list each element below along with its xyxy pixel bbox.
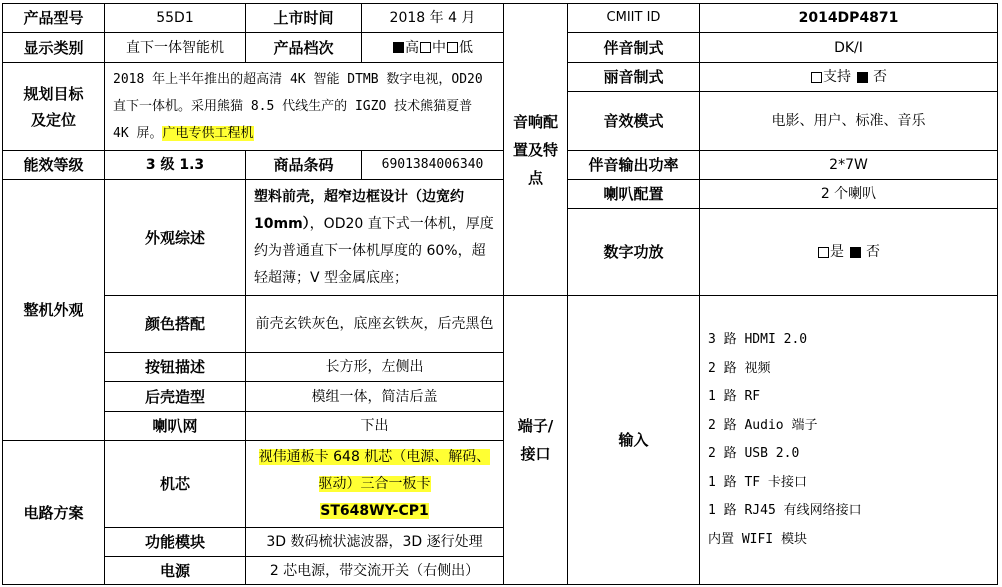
- button-value: 长方形，左侧出: [245, 352, 504, 382]
- effect-value: 电影、用户、标准、音乐: [699, 91, 998, 151]
- input-item: 1 路 TF 卡接口: [708, 474, 807, 490]
- speaker-value: 2 个喇叭: [699, 179, 998, 209]
- grille-value: 下出: [245, 411, 504, 441]
- grade-label: 产品档次: [245, 32, 362, 63]
- nicam-support-label: 支持: [823, 69, 852, 85]
- plan-label-line1: 规划目标: [23, 84, 84, 103]
- overview-bold: 塑料前壳，超窄边框设计（边宽约 10mm）: [254, 188, 464, 232]
- input-label: 输入: [567, 295, 700, 585]
- cmiit-label: CMIIT ID: [567, 3, 700, 33]
- audio-label: [503, 3, 568, 296]
- chip-model: ST648WY-CP1: [320, 502, 429, 519]
- plan-text: [104, 62, 504, 151]
- port-label: [503, 295, 568, 585]
- nicam-support-checkbox: [811, 72, 822, 83]
- input-item: 内置 WIFI 模块: [708, 531, 807, 547]
- amp-options: [699, 208, 998, 296]
- power-label: 电源: [104, 556, 246, 585]
- func-label: 功能模块: [104, 527, 246, 557]
- cmiit-value: 2014DP4871: [699, 3, 998, 33]
- rear-label: 后壳造型: [104, 381, 246, 412]
- grade-options: [361, 32, 504, 63]
- amp-label: 数字功放: [567, 208, 700, 296]
- display-value: 直下一体智能机: [104, 32, 246, 63]
- barcode-label: 商品条码: [245, 150, 362, 180]
- input-list: [699, 295, 998, 585]
- rear-value: 模组一体，简洁后盖: [245, 381, 504, 412]
- amp-no-label: 否: [865, 244, 880, 260]
- grille-label: 喇叭网: [104, 411, 246, 441]
- input-item: 1 路 RJ45 有线网络接口: [708, 503, 862, 518]
- overview-text: [245, 179, 504, 296]
- chip-label: 机芯: [104, 440, 246, 528]
- nicam-options: [699, 62, 998, 92]
- amp-yes-label: 是: [830, 244, 845, 260]
- port-label-text: 端子/接口: [517, 417, 554, 463]
- overview-label: 外观综述: [104, 179, 246, 296]
- color-value: 前壳玄铁灰色，底座玄铁灰，后壳黑色: [245, 295, 504, 353]
- button-label: 按钮描述: [104, 352, 246, 382]
- sound-std-label: 伴音制式: [567, 32, 700, 63]
- chip-description: 视伟通板卡 648 机芯（电源、解码、驱动）三合一板卡: [258, 448, 491, 492]
- color-label: 颜色搭配: [104, 295, 246, 353]
- launch-label: 上市时间: [245, 3, 362, 33]
- input-item: 2 路 视频: [708, 360, 771, 376]
- power-value: 2 芯电源，带交流开关（右侧出）: [245, 556, 504, 585]
- launch-value: 2018 年 4 月: [361, 3, 504, 33]
- grade-low-label: 低: [459, 39, 473, 56]
- nicam-no-label: 否: [872, 69, 887, 85]
- energy-value: 3 级 1.3: [104, 150, 246, 180]
- nicam-no-checkbox: [857, 72, 868, 83]
- barcode-value: 6901384006340: [361, 150, 504, 180]
- grade-mid-checkbox: [420, 42, 431, 53]
- grade-mid-label: 中: [432, 39, 446, 56]
- audio-label-text: 音响配置及特点: [512, 112, 558, 187]
- amp-yes-checkbox: [818, 247, 829, 258]
- overview-rest: ，OD20 直下式一体机，厚度约为普通直下一体机厚度的 60%，超轻超薄；V 型金属底座；: [254, 215, 494, 286]
- appearance-label: 整机外观: [2, 179, 105, 441]
- plan-description: 2018 年上半年推出的超高清 4K 智能 DTMB 数字电视，OD20 直下一体机。采用熊猫 8.5 代线生产的 IGZO 技术熊猫夏普 4K 屏。: [113, 72, 483, 141]
- effect-label: 音效模式: [567, 91, 700, 151]
- speaker-label: 喇叭配置: [567, 179, 700, 209]
- input-item: 3 路 HDMI 2.0: [708, 332, 808, 347]
- plan-label: [2, 62, 105, 151]
- grade-low-checkbox: [447, 42, 458, 53]
- grade-high-checkbox: [393, 42, 404, 53]
- plan-highlight: 广电专供工程机: [162, 126, 254, 141]
- nicam-label: 丽音制式: [567, 62, 700, 92]
- sound-std-value: DK/I: [699, 32, 998, 63]
- grade-high-label: 高: [405, 39, 419, 56]
- amp-no-checkbox: [850, 247, 861, 258]
- circuit-label: 电路方案: [2, 440, 105, 585]
- model-value: 55D1: [104, 3, 246, 33]
- input-item: 2 路 Audio 端子: [708, 417, 818, 433]
- output-label: 伴音输出功率: [567, 150, 700, 180]
- display-label: 显示类别: [2, 32, 105, 63]
- plan-label-line2: 及定位: [30, 110, 76, 129]
- model-label: 产品型号: [2, 3, 105, 33]
- output-value: 2*7W: [699, 150, 998, 180]
- energy-label: 能效等级: [2, 150, 105, 180]
- func-value: 3D 数码梳状滤波器，3D 逐行处理: [245, 527, 504, 557]
- input-item: 1 路 RF: [708, 389, 761, 404]
- chip-value: [245, 440, 504, 528]
- input-item: 2 路 USB 2.0: [708, 446, 800, 461]
